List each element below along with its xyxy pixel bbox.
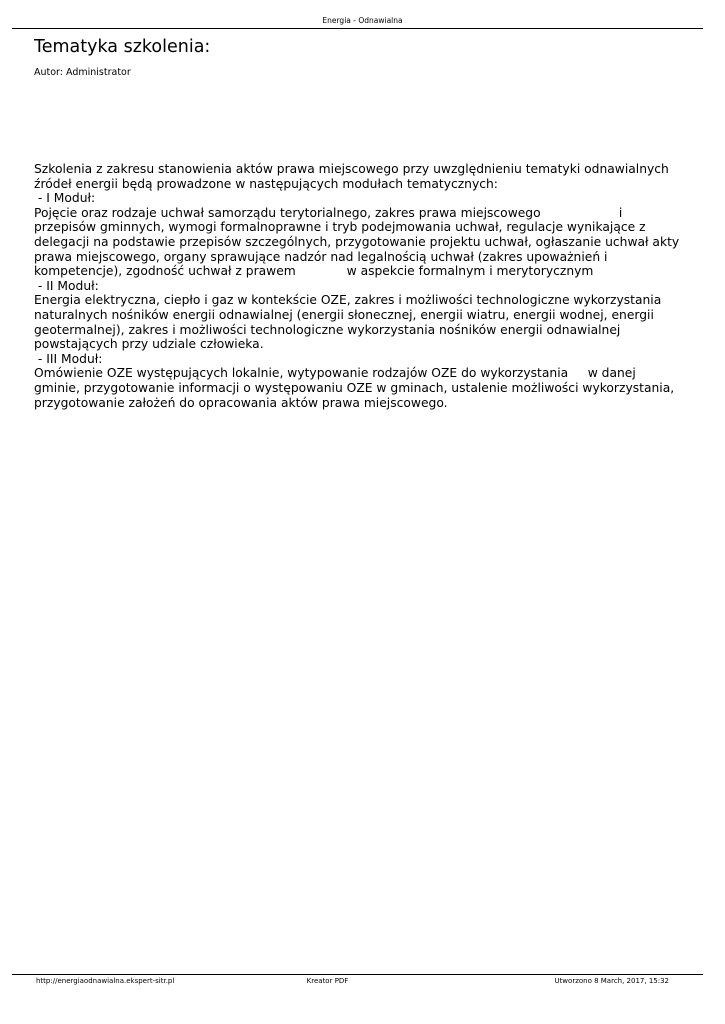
body-line: przygotowanie założeń do opracowania aktów prawa miejscowego.: [34, 395, 448, 410]
footer-divider: [12, 974, 703, 975]
module-heading: - I Moduł:: [34, 191, 96, 206]
header-divider: [12, 28, 703, 29]
body-line: kompetencje), zgodność uchwał z prawem w aspekcie formalnym i merytorycznym: [34, 264, 594, 279]
article-title: Tematyka szkolenia:: [34, 37, 211, 57]
body-line: Energia elektryczna, ciepło i gaz w kontekście OZE, zakres i możliwości technologiczne wykorzystania: [34, 293, 662, 308]
body-line: powstających przy udziale człowieka.: [34, 337, 264, 352]
footer-generator: Kreator PDF: [306, 977, 349, 985]
module-heading: - III Moduł:: [34, 351, 103, 366]
footer-url: http://energiaodnawialna.ekspert-sitr.pl: [36, 977, 175, 985]
body-line: delegacji na podstawie przepisów szczególnych, przygotowanie projektu uchwał, ogłaszanie uchwał akty: [34, 234, 680, 249]
article-body: [34, 162, 694, 410]
site-header-title: Energia - Odnawialna: [322, 16, 403, 25]
body-line: przepisów gminnych, wymogi formalnoprawne i tryb podejmowania uchwał, regulacje wynikające z: [34, 220, 646, 235]
body-line: Omówienie OZE występujących lokalnie, wytypowanie rodzajów OZE do wykorzystania w danej: [34, 366, 636, 381]
module-heading: - II Moduł:: [34, 278, 99, 293]
article-author: Autor: Administrator: [34, 67, 131, 78]
body-line: naturalnych nośników energii odnawialnej (energii słonecznej, energii wiatru, energii wodnej, energii: [34, 307, 654, 322]
footer-created-date: Utworzono 8 March, 2017, 15:32: [554, 977, 669, 985]
body-line: geotermalnej), zakres i możliwości technologiczne wykorzystania nośników energii odnawialnej: [34, 322, 621, 337]
body-line: Szkolenia z zakresu stanowienia aktów prawa miejscowego przy uwzględnieniu tematyki odnawialnych: [34, 162, 669, 176]
body-line: źródeł energii będą prowadzone w następujących modułach tematycznych:: [34, 176, 498, 191]
body-line: prawa miejscowego, organy sprawujące nadzór nad legalnością uchwał (zakres upoważnień i: [34, 249, 608, 264]
body-line: Pojęcie oraz rodzaje uchwał samorządu terytorialnego, zakres prawa miejscowego i: [34, 205, 623, 220]
body-line: gminie, przygotowanie informacji o występowaniu OZE w gminach, ustalenie możliwości wykorzystania,: [34, 380, 675, 395]
